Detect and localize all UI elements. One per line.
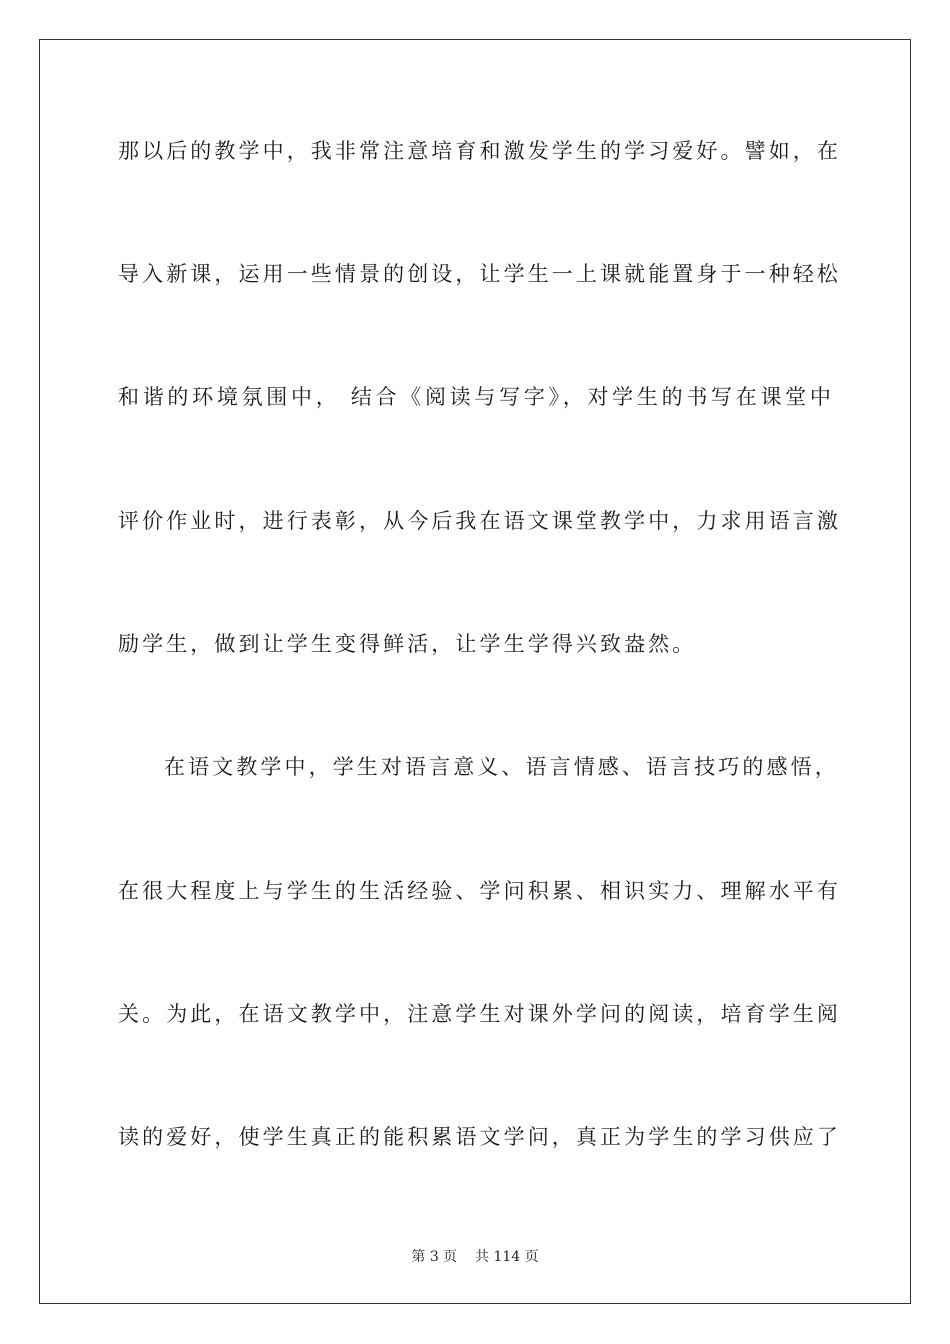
page-footer xyxy=(0,1248,950,1266)
body-text-line: 导入新课，运用一些情景的创设，让学生一上课就能置身于一种轻松 xyxy=(118,262,841,286)
body-text-line: 和谐的环境氛围中， 结合《阅读与写字》，对学生的书写在课堂中 xyxy=(118,385,834,409)
body-text-line: 那以后的教学中，我非常注意培育和激发学生的学习爱好。譬如，在 xyxy=(118,139,841,163)
body-text-line: 励学生，做到让学生变得鲜活，让学生学得兴致盎然。 xyxy=(118,632,697,656)
body-text-line: 读的爱好，使学生真正的能积累语文学问，真正为学生的学习供应了 xyxy=(118,1125,841,1149)
body-text-line: 关。为此，在语文教学中，注意学生对课外学问的阅读，培育学生阅 xyxy=(118,1002,841,1026)
page-number: 第 3 页 xyxy=(411,1249,458,1265)
page-border xyxy=(39,39,911,1304)
paragraph-first-line: 在语文教学中，学生对语言意义、语言情感、语言技巧的感悟， xyxy=(164,755,839,779)
body-text-line: 评价作业时，进行表彰，从今后我在语文课堂教学中，力求用语言激 xyxy=(118,509,841,533)
body-text-line: 在很大程度上与学生的生活经验、学问积累、相识实力、理解水平有 xyxy=(118,879,841,903)
total-pages: 共 114 页 xyxy=(475,1249,539,1265)
